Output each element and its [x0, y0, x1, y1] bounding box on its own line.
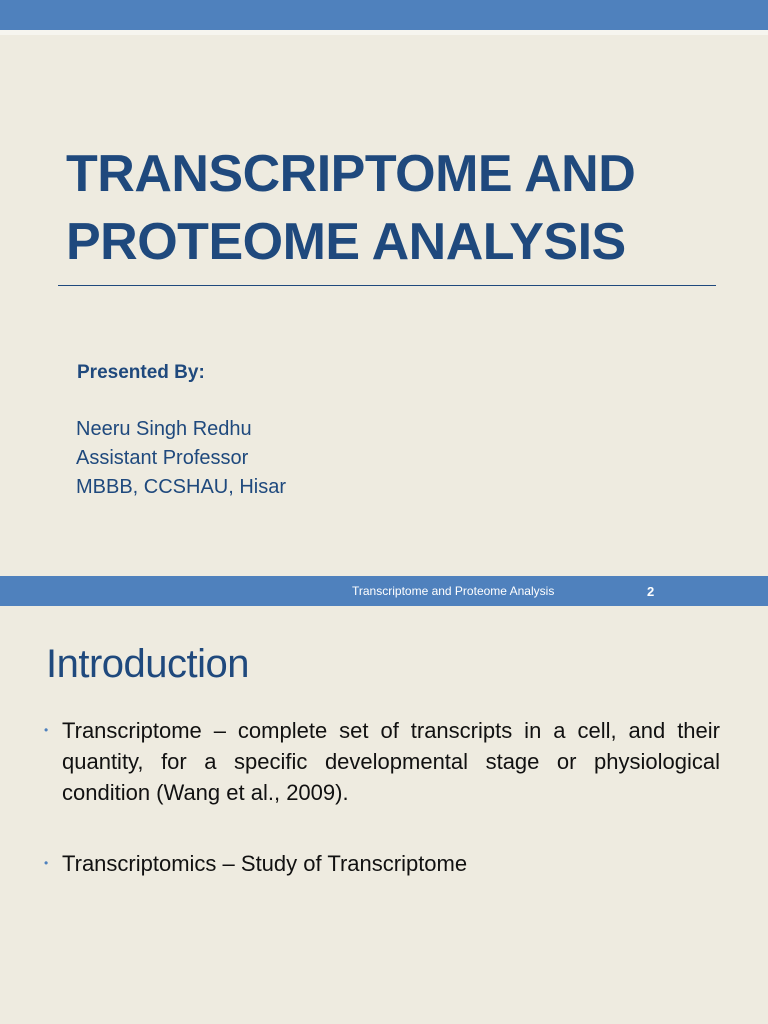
presented-by-label: Presented By: [77, 362, 205, 383]
bullet-icon: • [44, 723, 49, 737]
presenter-affiliation: MBBB, CCSHAU, Hisar [76, 476, 287, 498]
presenter-name: Neeru Singh Redhu [76, 418, 252, 440]
introduction-heading: Introduction [46, 642, 250, 686]
top-accent-bar [0, 0, 768, 30]
footer-title: Transcriptome and Proteome Analysis [352, 584, 555, 598]
bullet-transcriptomics: Transcriptomics – Study of Transcriptome [62, 851, 468, 876]
presenter-designation: Assistant Professor [76, 447, 249, 469]
slide-title-line-1: TRANSCRIPTOME AND [66, 145, 636, 203]
title-underline [58, 285, 716, 286]
page-number: 2 [647, 584, 655, 599]
bullet-icon: • [44, 856, 49, 870]
bullet-transcriptome: Transcriptome – complete set of transcripts in a cell, and their quantity, for a specific developmental stage or physiological condition (Wang et al., 2009). [62, 718, 720, 805]
slide-title [66, 140, 746, 276]
slide-title-line-2: PROTEOME ANALYSIS [66, 213, 626, 271]
